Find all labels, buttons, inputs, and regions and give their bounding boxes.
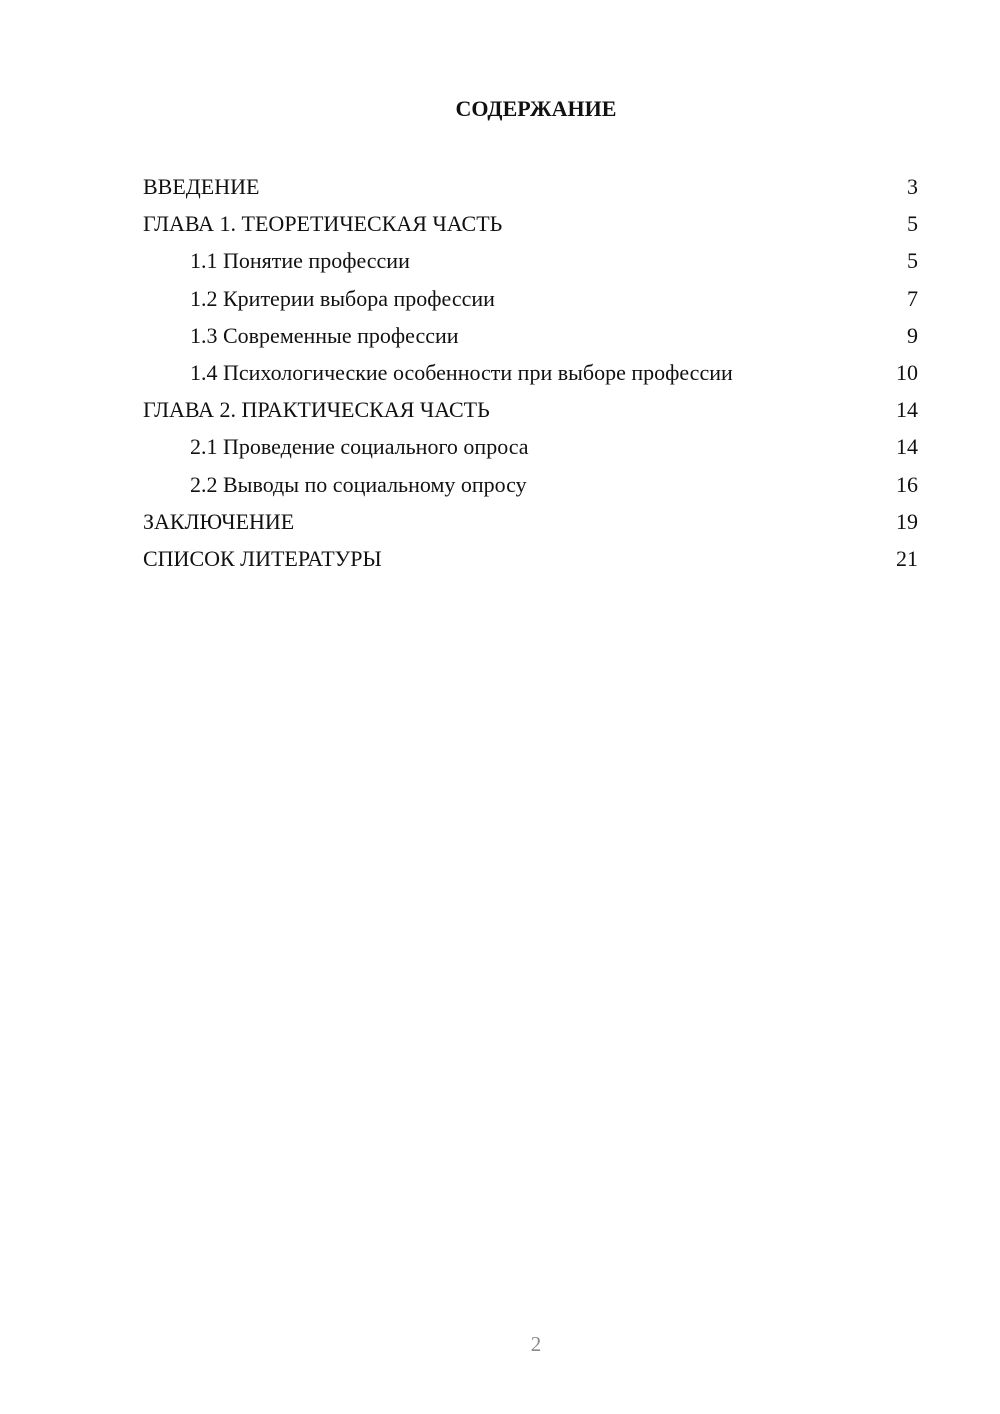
toc-item-text: ГЛАВА 1. ТЕОРЕТИЧЕСКАЯ ЧАСТЬ — [143, 211, 503, 237]
table-of-contents — [143, 168, 918, 577]
toc-item-page: 3 — [907, 174, 918, 199]
toc-item-text: 1.1 Понятие профессии — [190, 248, 410, 274]
toc-item-text: 2.2 Выводы по социальному опросу — [190, 471, 527, 497]
toc-item-text: ВВЕДЕНИЕ — [143, 174, 260, 199]
toc-item-text: 2.1 Проведение социального опроса — [190, 434, 529, 460]
toc-item-section-2-1[interactable] — [143, 428, 918, 465]
toc-item-page: 14 — [896, 434, 918, 460]
toc-item-text: 1.4 Психологические особенности при выборе профессии — [190, 359, 733, 385]
toc-item-text: ЗАКЛЮЧЕНИЕ — [143, 508, 295, 534]
toc-item-conclusion[interactable] — [143, 503, 918, 540]
page-number: 2 — [530, 1332, 542, 1356]
toc-item-text: 1.2 Критерии выбора профессии — [190, 285, 495, 311]
toc-item-text: 1.3 Современные профессии — [190, 322, 459, 348]
toc-item-bibliography[interactable] — [143, 540, 918, 577]
toc-item-text: СПИСОК ЛИТЕРАТУРЫ — [143, 545, 382, 571]
toc-item-page: 7 — [907, 285, 918, 311]
toc-item-introduction[interactable] — [143, 168, 918, 205]
toc-item-section-2-2[interactable] — [143, 466, 918, 503]
toc-item-section-1-1[interactable] — [143, 242, 918, 279]
toc-item-page: 16 — [896, 471, 918, 497]
toc-item-page: 5 — [907, 248, 918, 274]
toc-item-chapter-2[interactable] — [143, 391, 918, 428]
toc-item-section-1-3[interactable] — [143, 317, 918, 354]
toc-item-section-1-2[interactable] — [143, 280, 918, 317]
toc-item-page: 14 — [896, 397, 918, 423]
toc-item-page: 19 — [896, 508, 918, 534]
toc-title: СОДЕРЖАНИЕ — [455, 96, 617, 121]
toc-item-chapter-1[interactable] — [143, 205, 918, 242]
toc-item-page: 21 — [896, 545, 918, 571]
toc-item-section-1-4[interactable] — [143, 354, 918, 391]
toc-item-page: 5 — [907, 211, 918, 237]
toc-title-container — [0, 96, 1000, 122]
toc-item-page: 10 — [896, 359, 918, 385]
toc-item-text: ГЛАВА 2. ПРАКТИЧЕСКАЯ ЧАСТЬ — [143, 397, 490, 423]
toc-item-page: 9 — [907, 322, 918, 348]
